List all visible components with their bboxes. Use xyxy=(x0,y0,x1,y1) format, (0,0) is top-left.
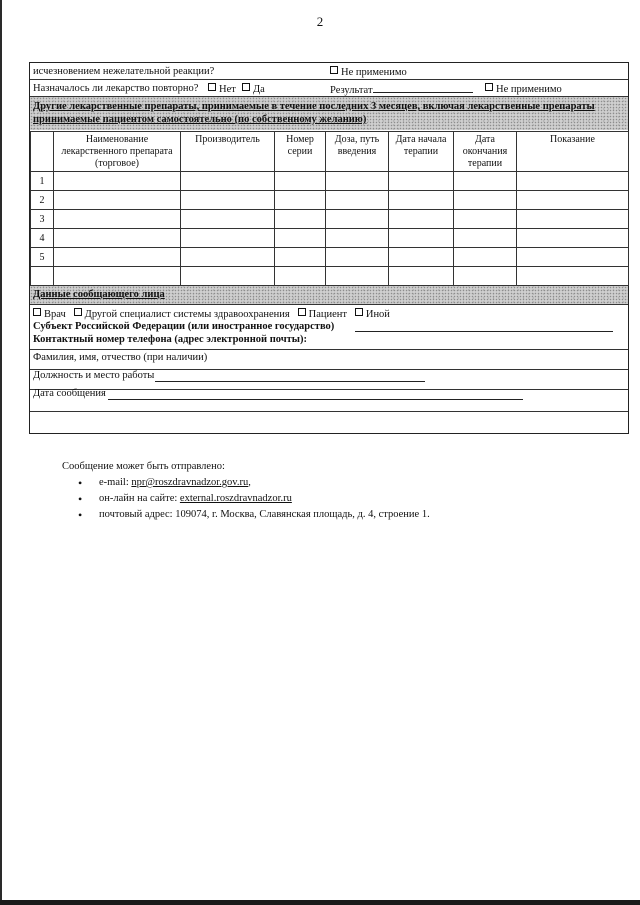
table-cell[interactable] xyxy=(54,229,181,248)
option-doctor-label: Врач xyxy=(44,309,66,320)
table-cell[interactable] xyxy=(326,172,389,191)
table-cell[interactable] xyxy=(181,248,275,267)
table-row xyxy=(31,267,629,286)
option-other[interactable] xyxy=(355,309,390,320)
table-cell[interactable] xyxy=(181,267,275,286)
repeat-not-applicable-label: Не применимо xyxy=(496,84,562,95)
website-prefix: он-лайн на сайте: xyxy=(99,493,180,504)
repeat-yes-option[interactable] xyxy=(242,83,265,96)
table-cell[interactable] xyxy=(326,191,389,210)
reaction-not-applicable-label: Не применимо xyxy=(341,67,407,78)
table-cell[interactable] xyxy=(326,229,389,248)
reaction-not-applicable-option[interactable] xyxy=(330,66,407,79)
region-field[interactable] xyxy=(355,322,613,332)
position-label: Должность и место работы xyxy=(33,370,155,381)
table-cell[interactable] xyxy=(181,229,275,248)
table-cell[interactable] xyxy=(389,210,454,229)
row-number: 1 xyxy=(31,172,54,191)
option-patient[interactable] xyxy=(298,309,347,320)
name-label: Фамилия, имя, отчество (при наличии) xyxy=(33,352,208,363)
table-header-row xyxy=(31,132,629,172)
table-cell[interactable] xyxy=(389,229,454,248)
table-cell[interactable] xyxy=(454,172,517,191)
table-cell[interactable] xyxy=(454,191,517,210)
phone-label: Контактный номер телефона (адрес электронной почты): xyxy=(33,334,307,345)
table-cell[interactable] xyxy=(275,172,326,191)
divider xyxy=(30,349,628,350)
table-cell[interactable] xyxy=(275,229,326,248)
region-label: Субъект Российской Федерации (или иностранное государство) xyxy=(33,321,335,332)
other-drugs-header-line1: Другие лекарственные препараты, принимаемые в течение последних 3 месяцев, включая лекарственные препараты xyxy=(33,101,595,112)
reporter-header xyxy=(30,286,628,304)
divider xyxy=(30,79,628,80)
option-other-specialist-label: Другой специалист системы здравоохранения xyxy=(84,309,290,320)
repeat-result xyxy=(330,83,473,97)
table-cell[interactable] xyxy=(517,248,629,267)
checkbox-icon[interactable] xyxy=(33,308,41,316)
other-drugs-header xyxy=(30,97,628,130)
email-suffix: , xyxy=(248,477,251,488)
row-number: 4 xyxy=(31,229,54,248)
checkbox-icon[interactable] xyxy=(355,308,363,316)
table-cell[interactable] xyxy=(275,248,326,267)
row-number xyxy=(31,267,54,286)
column-header: Показание xyxy=(517,132,629,172)
checkbox-icon[interactable] xyxy=(208,83,216,91)
other-drugs-header-line2: принимаемые пациентом самостоятельно (по собственному желанию) xyxy=(33,114,367,125)
column-header: Номер серии xyxy=(275,132,326,172)
table-cell[interactable] xyxy=(517,172,629,191)
column-header: Доза, путь введения xyxy=(326,132,389,172)
reaction-question: исчезновением нежелательной реакции? xyxy=(33,66,215,77)
column-header: Дата окончания терапии xyxy=(454,132,517,172)
row-number: 2 xyxy=(31,191,54,210)
checkbox-icon[interactable] xyxy=(330,66,338,74)
repeat-no-option[interactable] xyxy=(208,83,236,96)
table-cell[interactable] xyxy=(326,210,389,229)
other-drugs-table xyxy=(30,131,629,286)
table-cell[interactable] xyxy=(517,267,629,286)
table-row xyxy=(31,229,629,248)
table-cell[interactable] xyxy=(454,248,517,267)
adverse-reaction-form xyxy=(29,62,629,434)
checkbox-icon[interactable] xyxy=(298,308,306,316)
submission-channels xyxy=(62,475,430,523)
column-header: Наименование лекарственного препарата (торговое) xyxy=(54,132,181,172)
table-row xyxy=(31,210,629,229)
table-cell[interactable] xyxy=(54,267,181,286)
checkbox-icon[interactable] xyxy=(74,308,82,316)
table-cell[interactable] xyxy=(517,210,629,229)
date-field[interactable] xyxy=(108,390,523,400)
checkbox-icon[interactable] xyxy=(242,83,250,91)
date-label: Дата сообщения xyxy=(33,388,106,399)
table-cell[interactable] xyxy=(181,172,275,191)
email-link[interactable]: npr@roszdravnadzor.gov.ru xyxy=(131,477,249,488)
table-cell[interactable] xyxy=(275,210,326,229)
list-item xyxy=(62,507,430,523)
divider xyxy=(30,304,628,305)
option-patient-label: Пациент xyxy=(308,309,347,320)
repeat-question: Назначалось ли лекарство повторно? xyxy=(33,83,199,94)
table-cell[interactable] xyxy=(326,267,389,286)
result-field[interactable] xyxy=(373,83,473,93)
table-cell[interactable] xyxy=(54,191,181,210)
region-row xyxy=(33,321,334,333)
list-item xyxy=(62,491,430,507)
submission-notes xyxy=(62,459,430,523)
table-cell[interactable] xyxy=(54,210,181,229)
notes-intro: Сообщение может быть отправлено: xyxy=(62,461,225,472)
table-row xyxy=(31,248,629,267)
table-cell[interactable] xyxy=(389,191,454,210)
repeat-not-applicable-option[interactable] xyxy=(485,83,562,96)
table-cell[interactable] xyxy=(389,248,454,267)
position-field[interactable] xyxy=(155,372,425,382)
table-cell[interactable] xyxy=(454,229,517,248)
table-row xyxy=(31,191,629,210)
table-cell[interactable] xyxy=(454,210,517,229)
website-link[interactable]: external.roszdravnadzor.ru xyxy=(179,493,292,504)
table-row xyxy=(31,172,629,191)
row-number-header xyxy=(31,132,54,172)
table-cell[interactable] xyxy=(517,191,629,210)
column-header: Производитель xyxy=(181,132,275,172)
reporter-type-options xyxy=(33,308,390,321)
divider xyxy=(30,411,628,412)
table-cell[interactable] xyxy=(454,267,517,286)
table-cell[interactable] xyxy=(275,267,326,286)
row-number: 5 xyxy=(31,248,54,267)
postal-address: почтовый адрес: 109074, г. Москва, Славянская площадь, д. 4, строение 1. xyxy=(99,509,430,520)
table-cell[interactable] xyxy=(181,191,275,210)
list-item xyxy=(62,475,430,491)
option-other-specialist[interactable] xyxy=(74,309,290,320)
result-label: Результат xyxy=(330,85,373,96)
table-cell[interactable] xyxy=(54,248,181,267)
page-number: 2 xyxy=(316,14,324,29)
table-cell[interactable] xyxy=(275,191,326,210)
email-prefix: e-mail: xyxy=(99,477,132,488)
table-cell[interactable] xyxy=(389,172,454,191)
option-other-label: Иной xyxy=(365,309,390,320)
page-edge-bottom xyxy=(0,900,640,905)
row-number: 3 xyxy=(31,210,54,229)
table-cell[interactable] xyxy=(517,229,629,248)
page-edge-left xyxy=(0,0,2,905)
repeat-no-label: Нет xyxy=(219,84,236,95)
option-doctor[interactable] xyxy=(33,309,66,320)
column-header: Дата начала терапии xyxy=(389,132,454,172)
checkbox-icon[interactable] xyxy=(485,83,493,91)
table-cell[interactable] xyxy=(389,267,454,286)
repeat-yes-label: Да xyxy=(253,84,265,95)
reporter-header-title: Данные сообщающего лица xyxy=(33,289,165,300)
table-cell[interactable] xyxy=(326,248,389,267)
table-cell[interactable] xyxy=(54,172,181,191)
table-cell[interactable] xyxy=(181,210,275,229)
